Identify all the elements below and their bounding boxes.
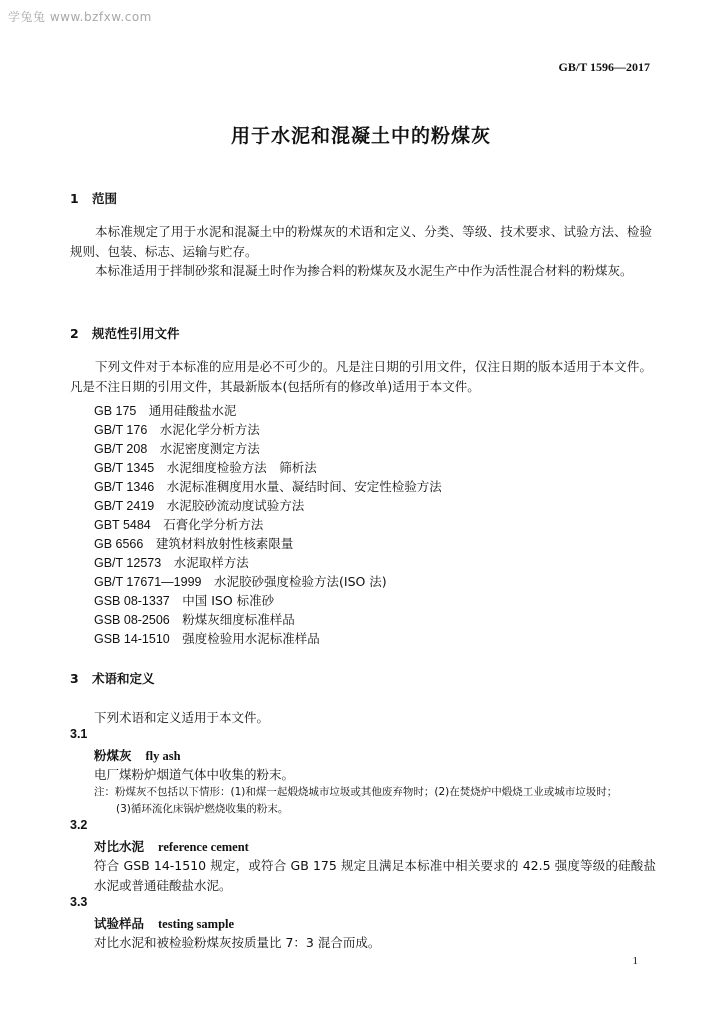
reference-item: GB/T 208 水泥密度测定方法 <box>94 441 260 456</box>
standard-code: GB/T 1596—2017 <box>558 60 650 74</box>
reference-item: GBT 5484 石膏化学分析方法 <box>94 517 264 532</box>
reference-item: GSB 08-1337 中国 ISO 标准砂 <box>94 593 275 608</box>
term-definition: 对比水泥和被检验粉煤灰按质量比 7：3 混合而成。 <box>94 935 381 950</box>
term-heading: 对比水泥 reference cement <box>94 839 249 854</box>
paragraph-terms-intro: 下列术语和定义适用于本文件。 <box>94 710 270 725</box>
reference-item: GB/T 1346 水泥标准稠度用水量、凝结时间、安定性检验方法 <box>94 479 442 494</box>
reference-item: GB/T 176 水泥化学分析方法 <box>94 422 260 437</box>
term-number: 3.2 <box>70 818 88 832</box>
section-number: 3 <box>70 671 79 686</box>
paragraph-scope-1: 本标准规定了用于水泥和混凝土中的粉煤灰的术语和定义、分类、等级、技术要求、试验方法、检验规则、包装、标志、运输与贮存。 <box>70 224 652 259</box>
term-definition: 符合 GSB 14-1510 规定，或符合 GB 175 规定且满足本标准中相关要求的 42.5 强度等级的硅酸盐水泥或普通硅酸盐水泥。 <box>94 858 656 893</box>
reference-item: GB/T 2419 水泥胶砂流动度试验方法 <box>94 498 305 513</box>
page-title: 用于水泥和混凝土中的粉煤灰 <box>230 125 491 147</box>
term-heading: 粉煤灰 fly ash <box>94 748 181 763</box>
page-number: 1 <box>632 955 638 967</box>
section-2-heading <box>70 324 180 342</box>
term-heading: 试验样品 testing sample <box>94 916 235 931</box>
section-title: 术语和定义 <box>92 671 155 686</box>
reference-item: GSB 14-1510 强度检验用水泥标准样品 <box>94 631 320 646</box>
reference-item: GSB 08-2506 粉煤灰细度标准样品 <box>94 612 295 627</box>
section-number: 2 <box>70 326 79 341</box>
reference-item: GB 175 通用硅酸盐水泥 <box>94 403 237 418</box>
term-note: 注：粉煤灰不包括以下情形：(1)和煤一起煅烧城市垃圾或其他废弃物时；(2)在焚烧炉中煅烧工业或城市垃圾时； (3)循环流化床锅炉燃烧收集的粉末。 <box>94 786 618 815</box>
reference-item: GB 6566 建筑材料放射性核素限量 <box>94 536 294 551</box>
section-1-heading <box>70 189 117 207</box>
section-number: 1 <box>70 191 79 206</box>
reference-item: GB/T 17671—1999 水泥胶砂强度检验方法(ISO 法) <box>94 574 387 589</box>
term-number: 3.3 <box>70 895 88 909</box>
term-number: 3.1 <box>70 727 88 741</box>
term-definition: 电厂煤粉炉烟道气体中收集的粉末。 <box>94 767 295 782</box>
reference-item: GB/T 12573 水泥取样方法 <box>94 555 249 570</box>
section-title: 规范性引用文件 <box>92 326 180 341</box>
watermark: 学兔兔 www.bzfxw.com <box>8 10 152 24</box>
paragraph-references-intro: 下列文件对于本标准的应用是必不可少的。凡是注日期的引用文件，仅注日期的版本适用于本文件。凡是不注日期的引用文件，其最新版本(包括所有的修改单)适用于本文件。 <box>70 359 652 394</box>
paragraph-scope-2: 本标准适用于拌制砂浆和混凝土时作为掺合料的粉煤灰及水泥生产中作为活性混合材料的粉煤灰。 <box>95 263 633 278</box>
section-title: 范围 <box>92 191 118 206</box>
reference-item: GB/T 1345 水泥细度检验方法 筛析法 <box>94 460 317 475</box>
section-3-heading <box>70 669 155 687</box>
